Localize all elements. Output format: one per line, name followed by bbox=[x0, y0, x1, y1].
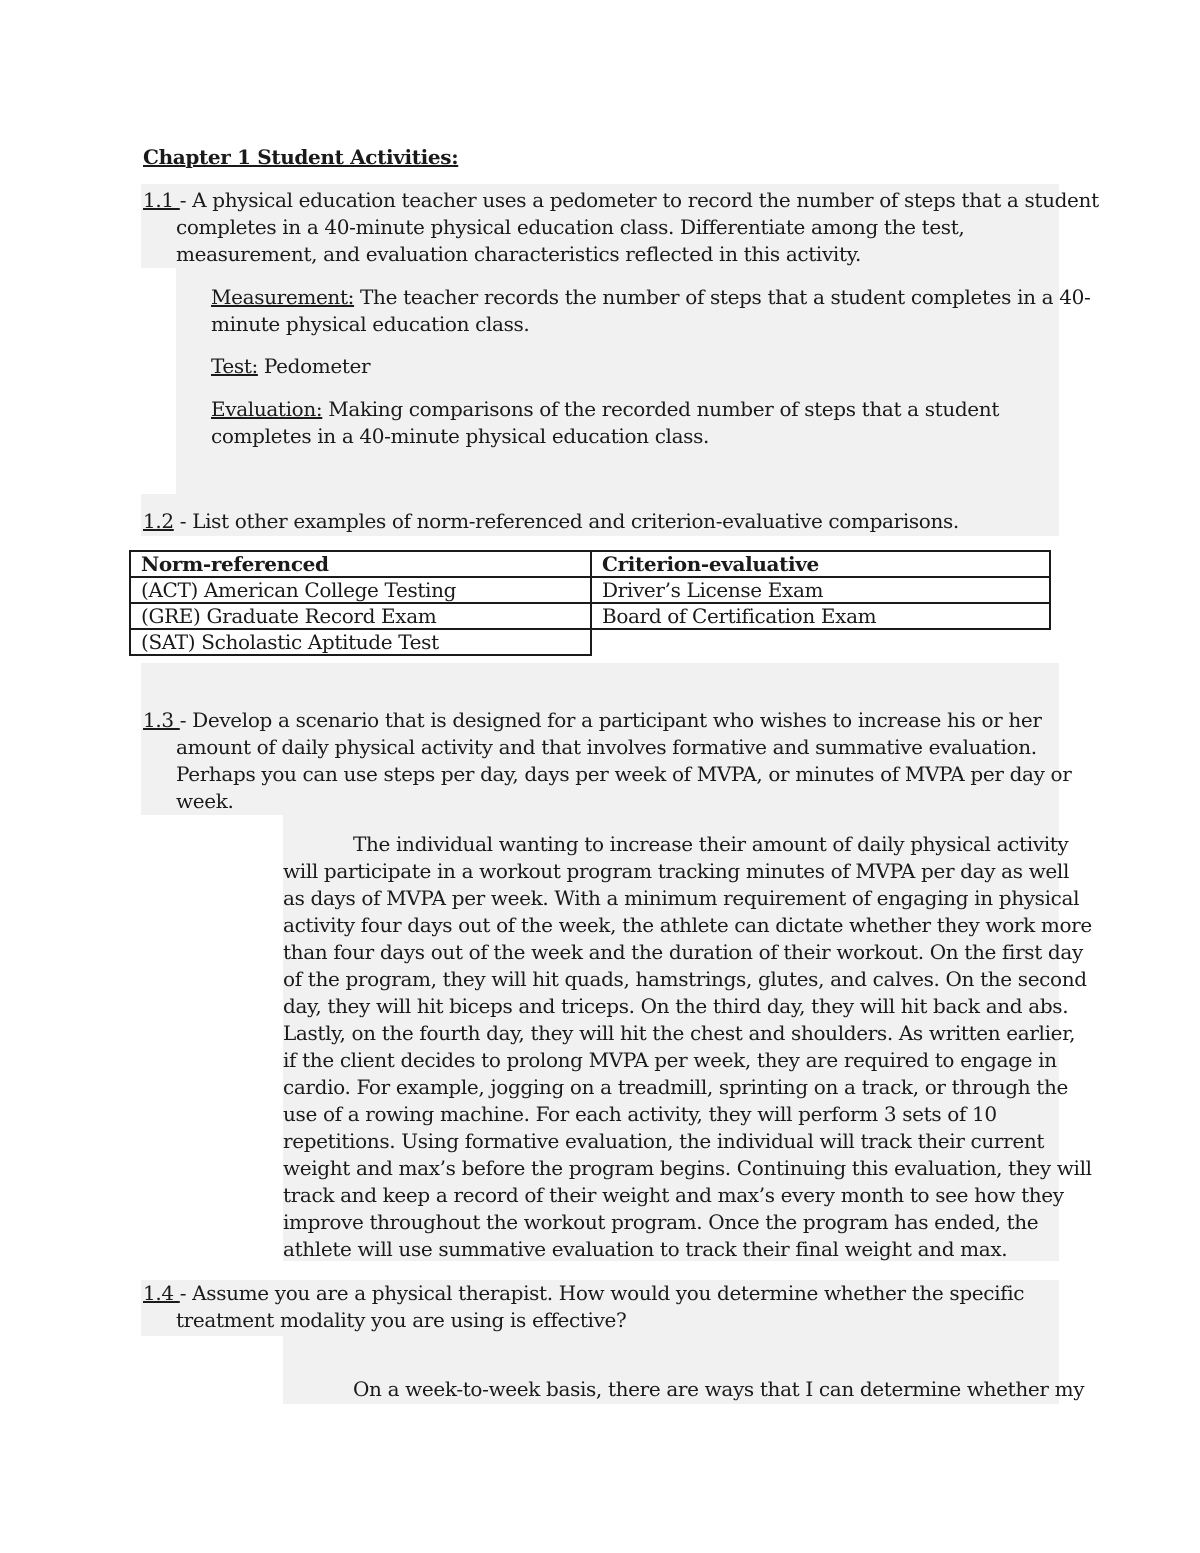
answer-1-3-line: than four days out of the week and the duration of their workout. On the first day bbox=[283, 940, 1083, 964]
answer-1-3-line: as days of MVPA per week. With a minimum requirement of engaging in physical bbox=[283, 886, 1080, 910]
answer-1-3-line: cardio. For example, jogging on a treadmill, sprinting on a track, or through the bbox=[283, 1075, 1068, 1099]
answer-1-3-line: weight and max’s before the program begins. Continuing this evaluation, they will bbox=[283, 1156, 1092, 1180]
answer-1-3-line: will participate in a workout program tracking minutes of MVPA per day as well bbox=[283, 859, 1070, 883]
measurement-answer-line-1 bbox=[211, 284, 1090, 311]
question-1-3-line-1 bbox=[143, 707, 1042, 734]
table-cell: Driver’s License Exam bbox=[591, 577, 1050, 603]
question-1-3-number: 1.3 bbox=[143, 708, 180, 732]
table-header-norm: Norm-referenced bbox=[130, 551, 591, 577]
table-header-row bbox=[130, 551, 1050, 577]
question-1-3-prompt-2: amount of daily physical activity and that involves formative and summative evaluation. bbox=[176, 735, 1037, 759]
question-1-1-prompt-2: completes in a 40-minute physical education class. Differentiate among the test, bbox=[176, 215, 965, 239]
table-cell: Board of Certification Exam bbox=[591, 603, 1050, 629]
answer-1-3-line: activity four days out of the week, the athlete can dictate whether they work more bbox=[283, 913, 1092, 937]
measurement-text-1: The teacher records the number of steps that a student completes in a 40- bbox=[354, 285, 1091, 309]
answer-1-3-line: Lastly, on the fourth day, they will hit the chest and shoulders. As written earlier, bbox=[283, 1021, 1076, 1045]
chapter-title: Chapter 1 Student Activities: bbox=[143, 145, 459, 169]
answer-1-3-line: use of a rowing machine. For each activity, they will perform 3 sets of 10 bbox=[283, 1102, 997, 1126]
answer-1-3-line: if the client decides to prolong MVPA per week, they are required to engage in bbox=[283, 1048, 1057, 1072]
test-text: Pedometer bbox=[257, 354, 371, 378]
question-1-1-line-1 bbox=[143, 187, 1099, 214]
question-1-2-prompt: - List other examples of norm-referenced and criterion-evaluative comparisons. bbox=[173, 509, 959, 533]
table-row bbox=[130, 577, 1050, 603]
question-1-4-number: 1.4 bbox=[143, 1281, 180, 1305]
answer-1-4-line: On a week-to-week basis, there are ways that I can determine whether my bbox=[353, 1377, 1085, 1401]
measurement-label: Measurement: bbox=[211, 285, 355, 309]
table-row bbox=[130, 629, 1050, 655]
table-header-criterion: Criterion-evaluative bbox=[591, 551, 1050, 577]
answer-1-3-line: The individual wanting to increase their amount of daily physical activity bbox=[353, 832, 1069, 856]
answer-1-3-line: track and keep a record of their weight and max’s every month to see how they bbox=[283, 1183, 1064, 1207]
question-1-3-prompt-4: week. bbox=[176, 789, 234, 813]
question-1-2-number: 1.2 bbox=[143, 509, 174, 533]
answer-1-3-line: repetitions. Using formative evaluation, the individual will track their current bbox=[283, 1129, 1045, 1153]
table-cell: (ACT) American College Testing bbox=[130, 577, 591, 603]
question-1-1-prompt-3: measurement, and evaluation characteristics reflected in this activity. bbox=[176, 242, 861, 266]
test-label: Test: bbox=[211, 354, 258, 378]
evaluation-text-1: Making comparisons of the recorded number of steps that a student bbox=[322, 397, 1000, 421]
test-answer bbox=[211, 353, 370, 380]
answer-1-3-line: of the program, they will hit quads, hamstrings, glutes, and calves. On the second bbox=[283, 967, 1087, 991]
measurement-text-2: minute physical education class. bbox=[211, 312, 530, 336]
answer-1-3-line: day, they will hit biceps and triceps. On the third day, they will hit back and abs. bbox=[283, 994, 1069, 1018]
question-1-4-prompt-2: treatment modality you are using is effective? bbox=[176, 1308, 627, 1332]
table-cell-empty bbox=[591, 629, 1050, 655]
question-1-1-number: 1.1 bbox=[143, 188, 180, 212]
question-1-4-prompt-1: - Assume you are a physical therapist. How would you determine whether the specific bbox=[179, 1281, 1025, 1305]
table-cell: (GRE) Graduate Record Exam bbox=[130, 603, 591, 629]
table-cell: (SAT) Scholastic Aptitude Test bbox=[130, 629, 591, 655]
question-1-2 bbox=[143, 508, 959, 535]
evaluation-label: Evaluation: bbox=[211, 397, 323, 421]
comparison-table bbox=[129, 550, 1051, 656]
evaluation-text-2: completes in a 40-minute physical education class. bbox=[211, 424, 709, 448]
answer-1-3-line: athlete will use summative evaluation to track their final weight and max. bbox=[283, 1237, 1008, 1261]
question-1-3-prompt-3: Perhaps you can use steps per day, days per week of MVPA, or minutes of MVPA per day or bbox=[176, 762, 1072, 786]
question-1-4-line-1 bbox=[143, 1280, 1024, 1307]
table-row bbox=[130, 603, 1050, 629]
question-1-3-prompt-1: - Develop a scenario that is designed for a participant who wishes to increase his or her bbox=[179, 708, 1042, 732]
answer-1-3-line: improve throughout the workout program. Once the program has ended, the bbox=[283, 1210, 1039, 1234]
evaluation-answer-line-1 bbox=[211, 396, 999, 423]
question-1-1-prompt-1: - A physical education teacher uses a pedometer to record the number of steps that a student bbox=[179, 188, 1099, 212]
